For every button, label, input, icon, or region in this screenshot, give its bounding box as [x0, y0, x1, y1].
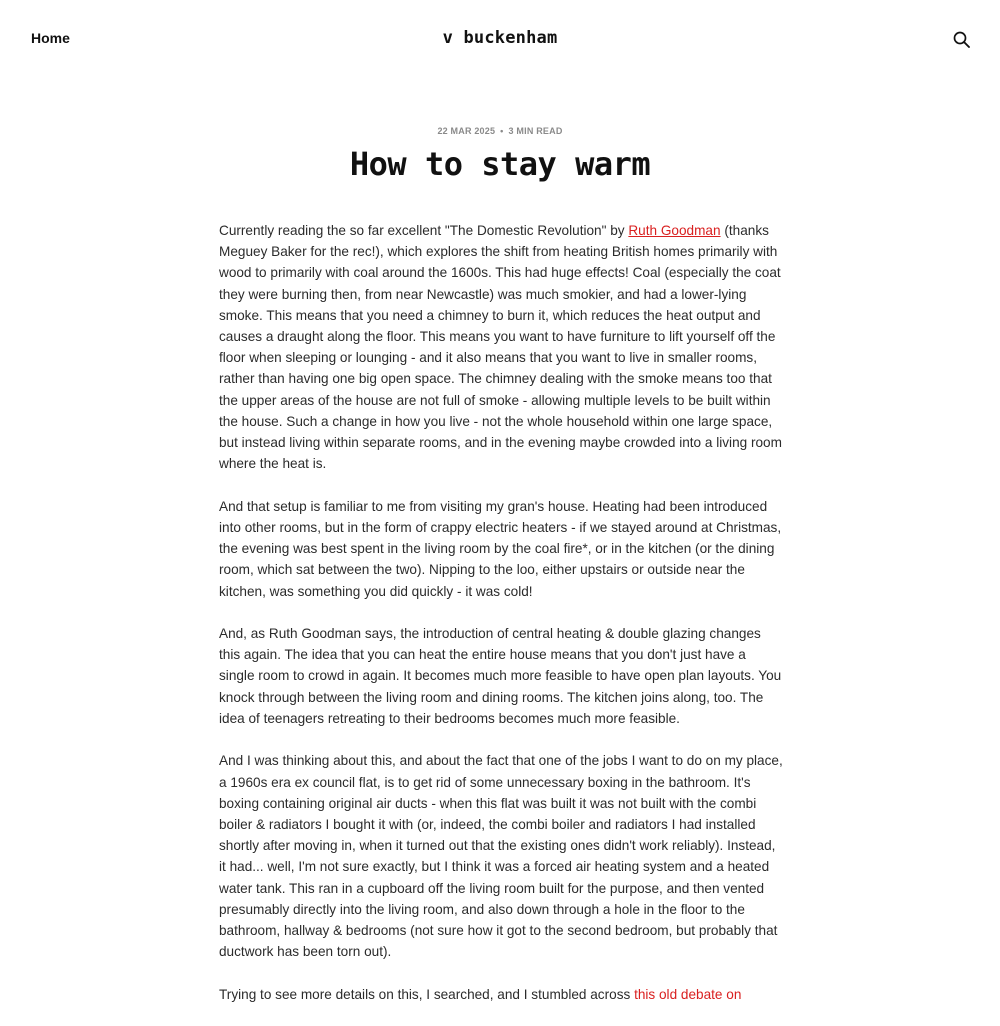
author-link[interactable]: Ruth Goodman — [628, 223, 721, 238]
site-header — [0, 0, 1000, 80]
search-icon — [952, 30, 972, 50]
paragraph: And that setup is familiar to me from visiting my gran's house. Heating had been introduced into other rooms, but in the form of crappy electric heaters - if we stayed around at Christmas, the evening was best spent in the living room by the coal fire*, or in the kitchen (or the dining room, which sat between the two). Nipping to the loo, either upstairs or outside near the kitchen, was something you did quickly - it was cold! — [219, 498, 782, 599]
meta-separator: • — [500, 126, 504, 136]
paragraph-text: Currently reading the so far excellent "The Domestic Revolution" by — [219, 223, 629, 238]
paragraph: And I was thinking about this, and about the fact that one of the jobs I want to do on my place, a 1960s era ex council flat, is to get rid of some unnecessary boxing in the bathroom. It's boxing containing original air ducts - when this flat was built it was not built with the combi boiler & radiators I bought it with (or, indeed, the combi boiler and radiators I had installed shortly after moving in, when it turned out that the existing ones didn't work reliably). Instead, it had... well, I'm not sure exactly, but I think it was a forced air heating system and a heated water tank. This ran in a cupboard off the living room built for the purpose, and then vented presumably directly into the living room, and also down through a hole in the floor to the bathroom, hallway & bedrooms (not sure how it got to the second bedroom, but probably that ductwork has been torn out). — [219, 753, 783, 960]
paragraph — [219, 220, 785, 474]
site-title[interactable]: v buckenham — [442, 28, 558, 48]
paragraph-text: Trying to see more details on this, I searched, and I stumbled across — [219, 986, 635, 1002]
post-meta — [0, 126, 1000, 136]
debate-link[interactable]: this old debate on — [634, 986, 742, 1002]
post-title: How to stay warm — [349, 145, 651, 183]
read-time: 3 MIN READ — [508, 126, 563, 136]
post-content — [219, 220, 785, 1026]
nav-home-link[interactable]: Home — [31, 30, 70, 46]
post-date: 22 MAR 2025 — [437, 126, 496, 136]
search-button[interactable] — [952, 30, 972, 50]
paragraph — [219, 984, 785, 1005]
paragraph-text: (thanks Meguey Baker for the rec!), which explores the shift from heating British homes primarily with wood to primarily with coal around the 1600s. This had huge effects! Coal (especially the coat they were burning then, from near Newcastle) was much smokier, and had a lower-lying smoke. This means that you need a chimney to burn it, which reduces the heat output and causes a draught along the floor. This means you want to have furniture to lift yourself off the floor when sleeping or lounging - and it also means that you want to live in smaller rooms, rather than having one big open space. The chimney dealing with the smoke means too that the upper areas of the house are not full of smoke - allowing multiple levels to be built within the house. Such a change in how you live - not the whole household within one large space, but instead living within separate rooms, and in the evening maybe crowded into a living room where the heat is. — [219, 223, 782, 472]
paragraph: And, as Ruth Goodman says, the introduction of central heating & double glazing changes this again. The idea that you can heat the entire house means that you don't just have a single room to crowd in again. It becomes much more feasible to have open plan layouts. You knock through between the living room and dining rooms. The kitchen joins along, too. The idea of teenagers retreating to their bedrooms becomes much more feasible. — [219, 626, 782, 726]
